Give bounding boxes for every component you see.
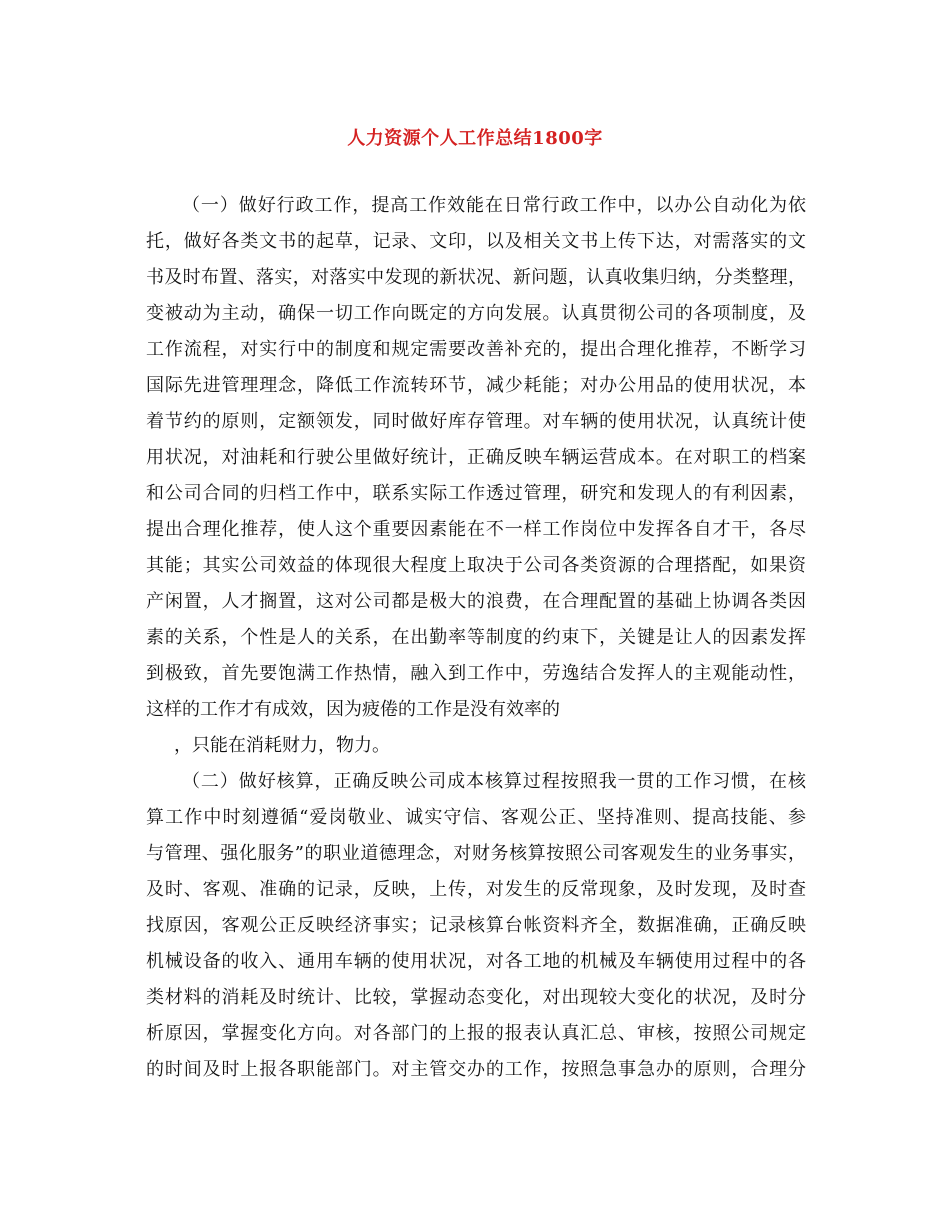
text-line: 析原因，掌握变化方向。对各部门的上报的报表认真汇总、审核，按照公司规定 bbox=[146, 1023, 806, 1044]
text-line: 书及时布置、落实，对落实中发现的新状况、新问题，认真收集归纳，分类整理， bbox=[146, 267, 806, 288]
text-line: 算工作中时刻遵循“爱岗敬业、诚实守信、客观公正、坚持准则、提高技能、参 bbox=[146, 807, 806, 828]
text-line: 和公司合同的归档工作中，联系实际工作透过管理，研究和发现人的有利因素， bbox=[146, 483, 806, 504]
text-line: （二）做好核算，正确反映公司成本核算过程按照我一贯的工作习惯，在核 bbox=[182, 771, 806, 792]
text-line: 类材料的消耗及时统计、比较，掌握动态变化，对出现较大变化的状况，及时分 bbox=[146, 987, 806, 1008]
text-line: 与管理、强化服务”的职业道德理念，对财务核算按照公司客观发生的业务事实， bbox=[146, 843, 806, 864]
text-line: 国际先进管理理念，降低工作流转环节，减少耗能；对办公用品的使用状况，本 bbox=[146, 375, 806, 396]
text-line: 这样的工作才有成效，因为疲倦的工作是没有效率的 bbox=[146, 699, 560, 720]
text-line: 工作流程，对实行中的制度和规定需要改善补充的，提出合理化推荐，不断学习 bbox=[146, 339, 806, 360]
text-line: 产闲置，人才搁置，这对公司都是极大的浪费，在合理配置的基础上协调各类因 bbox=[146, 591, 806, 612]
text-line: 素的关系，个性是人的关系，在出勤率等制度的约束下，关键是让人的因素发挥 bbox=[146, 627, 806, 648]
text-line: 其能；其实公司效益的体现很大程度上取决于公司各类资源的合理搭配，如果资 bbox=[146, 555, 806, 576]
document-body bbox=[146, 188, 806, 1088]
text-line: ，只能在消耗财力，物力。 bbox=[174, 735, 390, 756]
text-line: 机械设备的收入、通用车辆的使用状况，对各工地的机械及车辆使用过程中的各 bbox=[146, 951, 806, 972]
text-line: （一）做好行政工作，提高工作效能在日常行政工作中，以办公自动化为依 bbox=[182, 195, 806, 216]
text-line: 变被动为主动，确保一切工作向既定的方向发展。认真贯彻公司的各项制度，及 bbox=[146, 303, 806, 324]
text-line: 着节约的原则，定额领发，同时做好库存管理。对车辆的使用状况，认真统计使 bbox=[146, 411, 806, 432]
text-line: 托，做好各类文书的起草，记录、文印，以及相关文书上传下达，对需落实的文 bbox=[146, 231, 806, 252]
document-title: 人力资源个人工作总结1800字 bbox=[347, 128, 603, 149]
text-line: 的时间及时上报各职能部门。对主管交办的工作，按照急事急办的原则，合理分 bbox=[146, 1059, 806, 1080]
text-line: 找原因，客观公正反映经济事实；记录核算台帐资料齐全，数据准确，正确反映 bbox=[146, 915, 806, 936]
text-line: 到极致，首先要饱满工作热情，融入到工作中，劳逸结合发挥人的主观能动性， bbox=[146, 663, 806, 684]
text-line: 提出合理化推荐，使人这个重要因素能在不一样工作岗位中发挥各自才干，各尽 bbox=[146, 519, 806, 540]
text-line: 及时、客观、准确的记录，反映，上传，对发生的反常现象，及时发现，及时查 bbox=[146, 879, 806, 900]
text-line: 用状况，对油耗和行驶公里做好统计，正确反映车辆运营成本。在对职工的档案 bbox=[146, 447, 806, 468]
